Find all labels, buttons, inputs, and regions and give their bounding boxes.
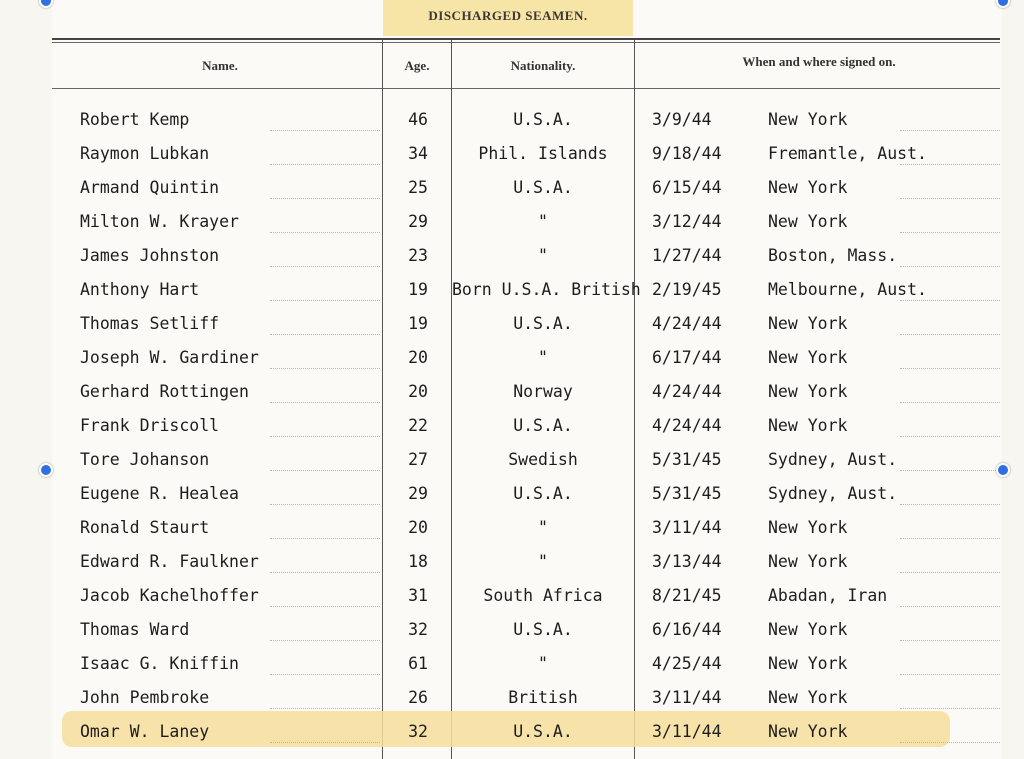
selection-handle-right[interactable] xyxy=(996,463,1010,477)
signed-on-place: New York xyxy=(768,178,848,197)
seaman-nationality: " xyxy=(538,552,548,571)
column-header-name: Name. xyxy=(202,58,238,73)
seaman-nationality: U.S.A. xyxy=(513,484,573,503)
seaman-nationality: British xyxy=(508,688,578,707)
dotted-leader xyxy=(270,197,380,199)
table-row xyxy=(0,104,1024,138)
dotted-leader xyxy=(270,469,380,471)
seaman-name: James Johnston xyxy=(80,246,220,265)
table-row xyxy=(0,682,1024,716)
seaman-name: Isaac G. Kniffin xyxy=(80,654,239,673)
signed-on-place: Fremantle, Aust. xyxy=(768,144,927,163)
dotted-leader xyxy=(900,129,1000,131)
table-row xyxy=(0,206,1024,240)
signed-on-place: New York xyxy=(768,552,848,571)
signed-on-place: Sydney, Aust. xyxy=(768,450,898,469)
dotted-leader xyxy=(900,333,1000,335)
signed-on-place: New York xyxy=(768,348,848,367)
dotted-leader xyxy=(270,367,380,369)
seaman-name: Thomas Setliff xyxy=(80,314,220,333)
signed-on-date: 9/18/44 xyxy=(652,144,722,163)
seaman-age: 20 xyxy=(408,382,428,401)
dotted-leader xyxy=(900,163,1000,165)
signed-on-place: Abadan, Iran xyxy=(768,586,888,605)
dotted-leader xyxy=(270,741,380,743)
seaman-nationality: U.S.A. xyxy=(513,178,573,197)
dotted-leader xyxy=(270,673,380,675)
seaman-name: Gerhard Rottingen xyxy=(80,382,249,401)
dotted-leader xyxy=(270,503,380,505)
dotted-leader xyxy=(270,265,380,267)
seaman-name: John Pembroke xyxy=(80,688,210,707)
dotted-leader xyxy=(900,401,1000,403)
signed-on-place: Sydney, Aust. xyxy=(768,484,898,503)
signed-on-place: New York xyxy=(768,688,848,707)
column-header-nationality: Nationality. xyxy=(510,58,576,73)
dotted-leader xyxy=(900,503,1000,505)
dotted-leader xyxy=(900,741,1000,743)
seaman-name: Jacob Kachelhoffer xyxy=(80,586,259,605)
selection-handle-top-right[interactable] xyxy=(996,0,1010,8)
table-row xyxy=(0,580,1024,614)
dotted-leader xyxy=(270,333,380,335)
dotted-leader xyxy=(900,265,1000,267)
signed-on-date: 6/17/44 xyxy=(652,348,722,367)
seaman-nationality: U.S.A. xyxy=(513,620,573,639)
seaman-nationality: " xyxy=(538,246,548,265)
signed-on-date: 3/11/44 xyxy=(652,518,722,537)
signed-on-place: New York xyxy=(768,212,848,231)
seaman-name: Frank Driscoll xyxy=(80,416,220,435)
dotted-leader xyxy=(900,367,1000,369)
seaman-age: 19 xyxy=(408,280,428,299)
dotted-leader xyxy=(270,639,380,641)
signed-on-date: 8/21/45 xyxy=(652,586,722,605)
signed-on-date: 3/13/44 xyxy=(652,552,722,571)
signed-on-date: 4/24/44 xyxy=(652,382,722,401)
seaman-age: 20 xyxy=(408,518,428,537)
dotted-leader xyxy=(270,231,380,233)
dotted-leader xyxy=(270,435,380,437)
dotted-leader xyxy=(270,571,380,573)
signed-on-place: New York xyxy=(768,314,848,333)
header-bottom-rule xyxy=(52,88,1000,89)
table-row xyxy=(0,274,1024,308)
seaman-nationality: U.S.A. xyxy=(513,416,573,435)
dotted-leader xyxy=(900,231,1000,233)
signed-on-date: 6/16/44 xyxy=(652,620,722,639)
seaman-name: Eugene R. Healea xyxy=(80,484,239,503)
signed-on-place: New York xyxy=(768,382,848,401)
column-header-age: Age. xyxy=(404,58,430,73)
table-row xyxy=(0,172,1024,206)
dotted-leader xyxy=(900,469,1000,471)
seaman-age: 31 xyxy=(408,586,428,605)
signed-on-place: New York xyxy=(768,620,848,639)
seaman-nationality: Norway xyxy=(513,382,573,401)
signed-on-date: 1/27/44 xyxy=(652,246,722,265)
seaman-age: 32 xyxy=(408,722,428,741)
signed-on-date: 4/25/44 xyxy=(652,654,722,673)
seaman-nationality: South Africa xyxy=(483,586,603,605)
seaman-nationality: " xyxy=(538,348,548,367)
table-row xyxy=(0,376,1024,410)
seaman-name: Raymon Lubkan xyxy=(80,144,210,163)
seaman-age: 26 xyxy=(408,688,428,707)
seaman-age: 32 xyxy=(408,620,428,639)
signed-on-place: New York xyxy=(768,518,848,537)
document-title: DISCHARGED SEAMEN. xyxy=(428,8,588,23)
table-row xyxy=(0,648,1024,682)
dotted-leader xyxy=(270,707,380,709)
table-row xyxy=(0,444,1024,478)
seaman-name: Edward R. Faulkner xyxy=(80,552,259,571)
seaman-name: Armand Quintin xyxy=(80,178,220,197)
seaman-name: Robert Kemp xyxy=(80,110,190,129)
dotted-leader xyxy=(270,605,380,607)
signed-on-date: 3/12/44 xyxy=(652,212,722,231)
seamen-table xyxy=(0,104,1024,750)
header-top-rule-thin xyxy=(52,42,1000,43)
table-row xyxy=(0,716,1024,750)
seaman-name: Joseph W. Gardiner xyxy=(80,348,259,367)
dotted-leader xyxy=(270,163,380,165)
dotted-leader xyxy=(270,299,380,301)
seaman-age: 61 xyxy=(408,654,428,673)
seaman-nationality: Phil. Islands xyxy=(478,144,608,163)
signed-on-date: 6/15/44 xyxy=(652,178,722,197)
signed-on-date: 4/24/44 xyxy=(652,314,722,333)
seaman-name: Anthony Hart xyxy=(80,280,200,299)
signed-on-place: Melbourne, Aust. xyxy=(768,280,927,299)
seaman-age: 25 xyxy=(408,178,428,197)
dotted-leader xyxy=(900,299,1000,301)
seaman-nationality: U.S.A. xyxy=(513,110,573,129)
seaman-nationality: " xyxy=(538,518,548,537)
signed-on-place: Boston, Mass. xyxy=(768,246,898,265)
signed-on-date: 2/19/45 xyxy=(652,280,722,299)
seaman-nationality: " xyxy=(538,212,548,231)
header-top-rule xyxy=(52,38,1000,40)
dotted-leader xyxy=(270,401,380,403)
seaman-nationality: " xyxy=(538,654,548,673)
table-row xyxy=(0,546,1024,580)
signed-on-date: 4/24/44 xyxy=(652,416,722,435)
seaman-age: 22 xyxy=(408,416,428,435)
dotted-leader xyxy=(900,639,1000,641)
table-row xyxy=(0,308,1024,342)
seaman-age: 23 xyxy=(408,246,428,265)
table-row xyxy=(0,614,1024,648)
signed-on-place: New York xyxy=(768,654,848,673)
signed-on-date: 5/31/45 xyxy=(652,484,722,503)
dotted-leader xyxy=(900,197,1000,199)
dotted-leader xyxy=(900,571,1000,573)
signed-on-place: New York xyxy=(768,110,848,129)
table-row xyxy=(0,512,1024,546)
table-row xyxy=(0,240,1024,274)
column-header-signed-on: When and where signed on. xyxy=(742,54,896,69)
selection-handle-top-left[interactable] xyxy=(39,0,53,8)
seaman-age: 18 xyxy=(408,552,428,571)
signed-on-place: New York xyxy=(768,416,848,435)
seaman-name: Ronald Staurt xyxy=(80,518,210,537)
table-row xyxy=(0,478,1024,512)
seaman-name: Omar W. Laney xyxy=(80,722,210,741)
seaman-age: 34 xyxy=(408,144,428,163)
seaman-name: Thomas Ward xyxy=(80,620,190,639)
dotted-leader xyxy=(900,673,1000,675)
dotted-leader xyxy=(900,605,1000,607)
seaman-age: 46 xyxy=(408,110,428,129)
seaman-nationality: Born U.S.A. British xyxy=(452,280,641,299)
table-row xyxy=(0,138,1024,172)
seaman-age: 27 xyxy=(408,450,428,469)
signed-on-date: 3/11/44 xyxy=(652,722,722,741)
dotted-leader xyxy=(270,129,380,131)
seaman-nationality: U.S.A. xyxy=(513,314,573,333)
seaman-age: 29 xyxy=(408,484,428,503)
dotted-leader xyxy=(270,537,380,539)
dotted-leader xyxy=(900,707,1000,709)
seaman-name: Milton W. Krayer xyxy=(80,212,239,231)
seaman-nationality: U.S.A. xyxy=(513,722,573,741)
seaman-name: Tore Johanson xyxy=(80,450,210,469)
seaman-nationality: Swedish xyxy=(508,450,578,469)
seaman-age: 20 xyxy=(408,348,428,367)
signed-on-date: 5/31/45 xyxy=(652,450,722,469)
seaman-age: 19 xyxy=(408,314,428,333)
seaman-age: 29 xyxy=(408,212,428,231)
selection-handle-left[interactable] xyxy=(39,463,53,477)
dotted-leader xyxy=(900,537,1000,539)
signed-on-date: 3/9/44 xyxy=(652,110,712,129)
table-row xyxy=(0,410,1024,444)
table-row xyxy=(0,342,1024,376)
dotted-leader xyxy=(900,435,1000,437)
signed-on-date: 3/11/44 xyxy=(652,688,722,707)
signed-on-place: New York xyxy=(768,722,848,741)
